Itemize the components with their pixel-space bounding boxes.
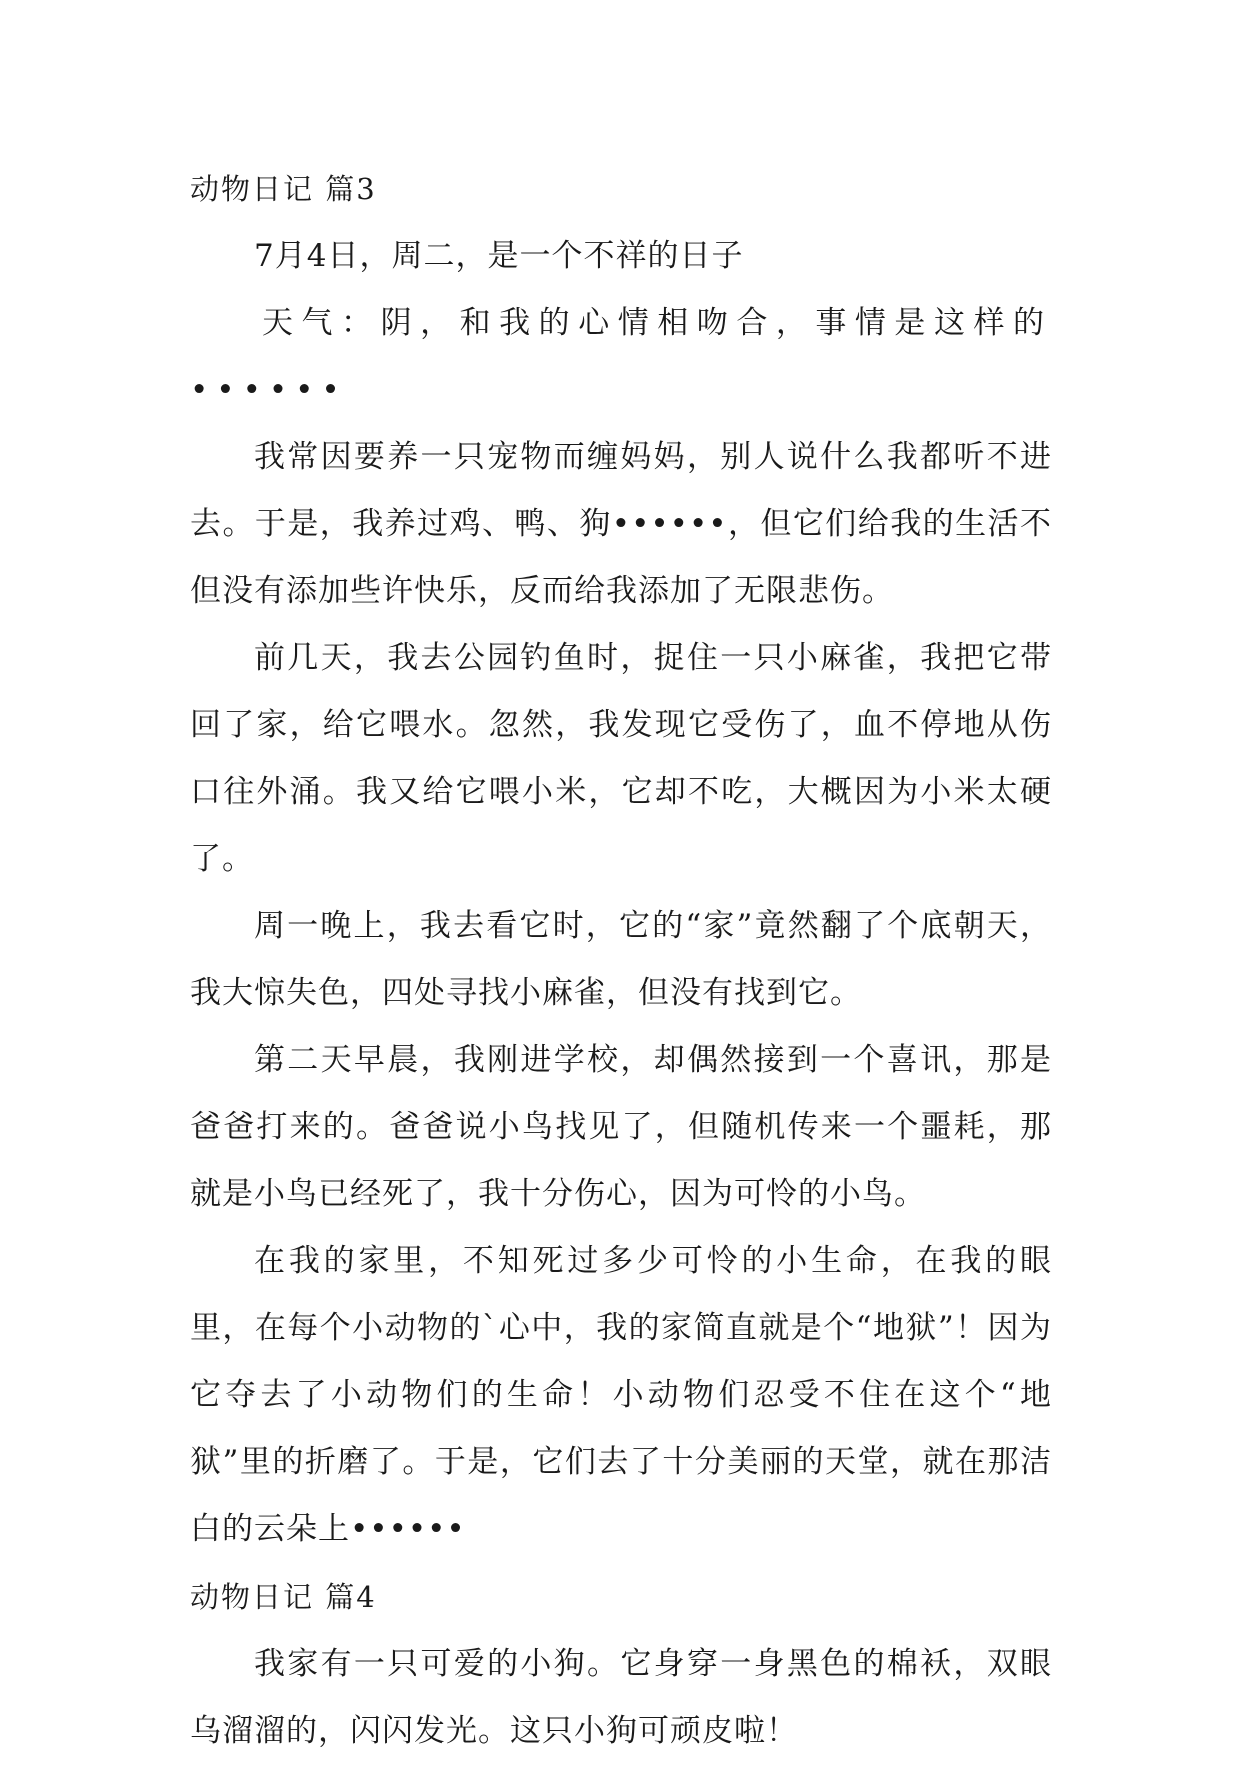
body-paragraph: 我常因要养一只宠物而缠妈妈，别人说什么我都听不进去。于是，我养过鸡、鸭、狗••••••，但它们给我的生活不但没有添加些许快乐，反而给我添加了无限悲伤。: [190, 439, 1052, 609]
body-paragraph: 我家有一只可爱的小狗。它身穿一身黑色的棉袄，双眼乌溜溜的，闪闪发光。这只小狗可顽皮啦！: [190, 1646, 1052, 1749]
diary-date-line: 7月4日，周二，是一个不祥的日子: [254, 238, 744, 274]
section-title: 动物日记 篇3: [190, 172, 377, 206]
body-paragraph: 前几天，我去公园钓鱼时，捉住一只小麻雀，我把它带回了家，给它喂水。忽然，我发现它受伤了，血不停地从伤口往外涌。我又给它喂小米，它却不吃，大概因为小米太硬了。: [190, 640, 1052, 877]
section-title: 动物日记 篇4: [190, 1580, 377, 1614]
document-page: [190, 155, 1052, 1765]
body-paragraph: 在我的家里，不知死过多少可怜的小生命，在我的眼里，在每个小动物的`心中，我的家简直就是个“地狱”！因为它夺去了小动物们的生命！小动物们忍受不住在这个“地狱”里的折磨了。于是，它们去了十分美丽的天堂，就在那洁白的云朵上••••••: [190, 1243, 1052, 1547]
body-paragraph: 周一晚上，我去看它时，它的“家”竟然翻了个底朝天，我大惊失色，四处寻找小麻雀，但没有找到它。: [190, 908, 1052, 1011]
body-paragraph: 第二天早晨，我刚进学校，却偶然接到一个喜讯，那是爸爸打来的。爸爸说小鸟找见了，但随机传来一个噩耗，那就是小鸟已经死了，我十分伤心，因为可怜的小鸟。: [190, 1042, 1052, 1212]
weather-paragraph: 天气：阴，和我的心情相吻合，事情是这样的••••••: [190, 305, 1052, 408]
